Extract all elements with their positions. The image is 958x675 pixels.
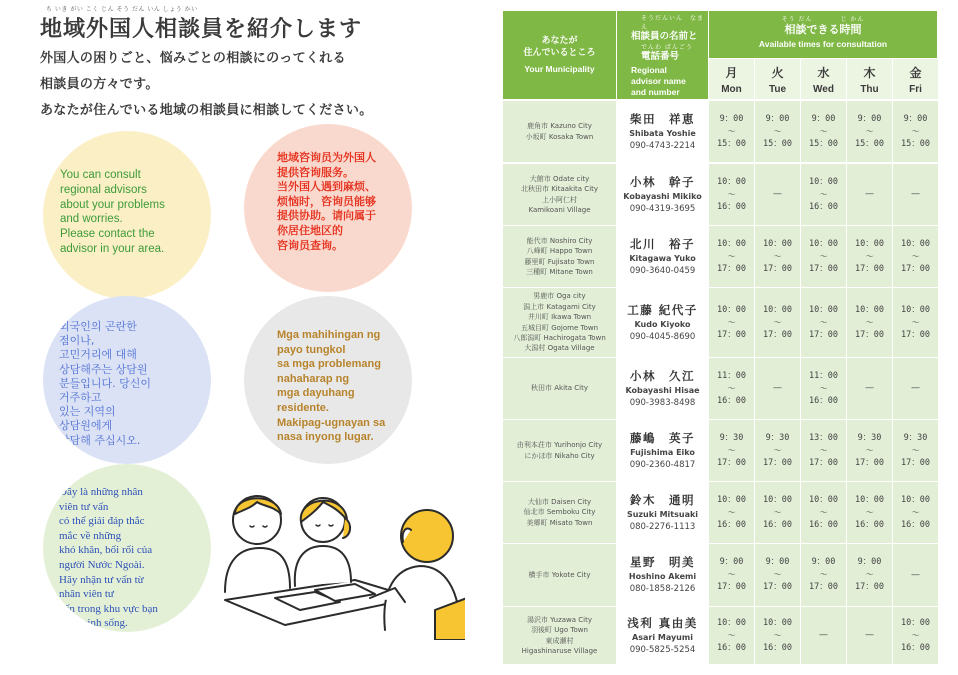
intro-line-1: 外国人の困りごと、悩みごとの相談にのってくれる [40,51,346,66]
municipality-cell: 大仙市 Daisen City 仙北市 Semboku City 美郷町 Misato Town [503,482,616,543]
time-cell-thu [847,544,892,606]
unavailable-dash: — [911,383,920,394]
time-cell-fri [893,288,938,357]
range-tilde: 〜 [911,126,920,136]
message-bubble-vietnamese [43,464,211,632]
header-municipality-en: Your Municipality [524,64,595,74]
advisor-cell [617,420,708,481]
advisor-cell [617,482,708,543]
start-time: 10：00 [855,238,884,249]
end-time: 16：00 [763,519,792,530]
time-cell-fri [893,607,938,664]
range-tilde: 〜 [819,251,828,261]
header-advisor-furigana: そうだんいん なまえ [641,15,705,31]
unavailable-dash: — [773,189,782,200]
start-time: 10：00 [855,304,884,315]
start-time: 10：00 [901,304,930,315]
intro-line-3: あなたが住んでいる地域の相談員に相談してください。 [40,103,373,118]
end-time: 17：00 [763,457,792,468]
time-cell-thu [847,607,892,664]
time-cell-thu [847,226,892,287]
advisor-cell [617,607,708,664]
range-tilde: 〜 [773,126,782,136]
day-jp: 金 [909,66,922,80]
time-cell-fri [893,420,938,481]
start-time: 10：00 [763,238,792,249]
start-time: 10：00 [717,494,746,505]
advisor-name-jp: 小林 幹子 [630,174,695,189]
time-cell-tue [755,358,800,419]
range-tilde: 〜 [727,630,736,640]
range-tilde: 〜 [773,251,782,261]
start-time: 9：30 [765,432,790,443]
end-time: 16：00 [717,642,746,653]
header-available-times [709,11,937,58]
range-tilde: 〜 [865,570,874,579]
end-time: 17：00 [809,263,838,274]
end-time: 17：00 [809,582,838,592]
start-time: 10：00 [809,176,838,187]
time-cell-wed [801,101,846,162]
day-en: Fri [909,84,922,95]
advisor-phone[interactable]: 090-2360-4817 [629,459,696,470]
municipality-cell: 男鹿市 Oga city 潟上市 Katagami City 井川町 Ikawa Town 五城目町 Gojome Town 八郎潟町 Hachirogata Town 大潟村 Ogata Village [503,288,616,357]
day-en: Tue [768,84,787,95]
end-time: 16：00 [717,201,746,212]
end-time: 17：00 [901,329,930,340]
advisor-cell [617,101,708,162]
end-time: 17：00 [717,582,746,592]
time-cell-thu [847,420,892,481]
header-advisor-jp2: 電話番号 [641,51,680,62]
table-row [503,544,937,606]
range-tilde: 〜 [727,570,736,579]
time-cell-tue [755,420,800,481]
range-tilde: 〜 [865,445,874,455]
start-time: 10：00 [809,494,838,505]
end-time: 17：00 [717,263,746,274]
range-tilde: 〜 [727,383,736,393]
time-cell-fri [893,226,938,287]
time-cell-thu [847,101,892,162]
advisor-cell [617,288,708,357]
unavailable-dash: — [911,569,920,580]
unavailable-dash: — [865,189,874,200]
end-time: 17：00 [901,263,930,274]
start-time: 9：00 [765,113,790,124]
end-time: 15：00 [809,138,838,149]
range-tilde: 〜 [865,126,874,136]
end-time: 16：00 [809,201,838,212]
end-time: 17：00 [855,582,884,592]
time-cell-thu [847,482,892,543]
start-time: 13：00 [809,432,838,443]
advisor-name-en: Kobayashi Hisae [625,385,700,395]
time-cell-mon [709,482,754,543]
range-tilde: 〜 [911,317,920,327]
time-cell-wed [801,544,846,606]
end-time: 17：00 [855,457,884,468]
time-cell-mon [709,101,754,162]
message-tagalog: Mga mahihingan ng payo tungkol sa mga problemang nahaharap ng mga dayuhang residente. Makipag-ugnayan sa nasa inyong lugar. [277,329,386,444]
municipality-cell: 鹿角市 Kazuno City 小坂町 Kosaka Town [503,101,616,162]
start-time: 9：00 [719,113,744,124]
range-tilde: 〜 [727,251,736,261]
advisor-name-jp: 小林 久江 [630,368,695,383]
advisor-phone[interactable]: 080-2276-1113 [629,521,696,532]
time-cell-fri [893,164,938,225]
advisor-phone[interactable]: 090-4743-2214 [629,140,696,151]
table-row [503,358,937,419]
advisor-name-en: Kitagawa Yuko [629,253,696,263]
advisor-name-jp: 鈴木 通明 [630,492,695,507]
end-time: 16：00 [855,519,884,530]
day-jp: 月 [725,66,738,80]
unavailable-dash: — [911,189,920,200]
time-cell-wed [801,482,846,543]
range-tilde: 〜 [727,189,736,199]
start-time: 10：00 [809,238,838,249]
start-time: 9：00 [857,557,882,568]
header-day-mon [709,59,754,99]
end-time: 16：00 [717,519,746,530]
end-time: 17：00 [855,329,884,340]
header-day-wed [801,59,846,99]
start-time: 9：00 [811,557,836,568]
header-day-fri [893,59,938,99]
intro-text [40,46,440,117]
day-en: Wed [813,84,834,95]
range-tilde: 〜 [727,445,736,455]
time-cell-tue [755,544,800,606]
time-cell-tue [755,226,800,287]
range-tilde: 〜 [911,507,920,517]
start-time: 9：00 [811,113,836,124]
time-cell-mon [709,607,754,664]
advisor-name-en: Asari Mayumi [632,632,693,642]
header-advisor-jp: 相談員の名前と [631,31,698,42]
start-time: 10：00 [855,494,884,505]
range-tilde: 〜 [727,317,736,327]
time-cell-mon [709,288,754,357]
range-tilde: 〜 [773,570,782,579]
time-cell-thu [847,358,892,419]
advisor-name-en: Kobayashi Mikiko [623,191,702,201]
range-tilde: 〜 [819,126,828,136]
municipality-cell: 由利本荘市 Yurihonjo City にかほ市 Nikaho City [503,420,616,481]
header-municipality [503,11,616,99]
time-cell-thu [847,288,892,357]
advisor-name-en: Suzuki Mitsuaki [626,509,699,519]
table-row [503,101,937,162]
end-time: 16：00 [809,395,838,406]
range-tilde: 〜 [727,126,736,136]
range-tilde: 〜 [819,507,828,517]
end-time: 16：00 [763,642,792,653]
end-time: 17：00 [763,582,792,592]
end-time: 15：00 [717,138,746,149]
municipality-cell: 横手市 Yokote City [503,544,616,606]
start-time: 9：00 [719,557,744,568]
start-time: 10：00 [717,304,746,315]
end-time: 17：00 [717,457,746,468]
table-row [503,226,937,287]
advisor-name-jp: 柴田 祥恵 [630,111,695,126]
range-tilde: 〜 [773,507,782,517]
table-row [503,482,937,543]
advisor-phone[interactable]: 080-1858-2126 [629,584,696,594]
time-cell-wed [801,164,846,225]
start-time: 10：00 [717,617,746,628]
time-cell-wed [801,607,846,664]
message-bubble-korean [43,296,211,464]
start-time: 9：30 [719,432,744,443]
day-en: Mon [721,84,742,95]
advisor-name-jp: 星野 明美 [630,555,695,569]
message-english: You can consult regional advisors about your problems and worries. Please contact the advisor in your area. [60,169,165,255]
end-time: 17：00 [809,329,838,340]
advisor-cell [617,358,708,419]
message-bubble-tagalog [244,296,412,464]
start-time: 9：00 [857,113,882,124]
title-furigana: ち いき がい こく じん そう だん いん しょう かい [46,6,198,13]
advisor-name-jp: 藤嶋 英子 [630,430,695,445]
start-time: 9：00 [903,113,928,124]
day-jp: 木 [863,66,876,80]
start-time: 10：00 [901,617,930,628]
start-time: 11：00 [717,370,746,381]
range-tilde: 〜 [865,251,874,261]
day-en: Thu [860,84,879,95]
time-cell-mon [709,544,754,606]
start-time: 10：00 [717,238,746,249]
advisor-phone[interactable]: 090-3640-0459 [629,265,696,276]
range-tilde: 〜 [911,251,920,261]
advisor-cell [617,544,708,606]
time-cell-fri [893,101,938,162]
end-time: 15：00 [901,138,930,149]
end-time: 15：00 [855,138,884,149]
start-time: 10：00 [763,304,792,315]
range-tilde: 〜 [819,570,828,579]
time-cell-mon [709,420,754,481]
unavailable-dash: — [819,630,828,641]
advisor-name-jp: 浅利 真由美 [627,615,698,630]
table-row [503,420,937,481]
time-cell-tue [755,482,800,543]
end-time: 17：00 [717,329,746,340]
advisor-phone[interactable]: 090-4319-3695 [629,203,696,214]
end-time: 15：00 [763,138,792,149]
range-tilde: 〜 [865,507,874,517]
range-tilde: 〜 [727,507,736,517]
day-jp: 水 [817,66,830,80]
time-cell-fri [893,482,938,543]
table-row [503,607,937,664]
consultation-illustration [205,480,465,640]
start-time: 10：00 [717,176,746,187]
page-title: 地域外国人相談員を紹介します [40,17,363,42]
time-cell-tue [755,607,800,664]
range-tilde: 〜 [819,317,828,327]
time-cell-tue [755,164,800,225]
start-time: 9：00 [765,557,790,568]
table-row [503,288,937,357]
start-time: 10：00 [763,494,792,505]
advisor-phone[interactable]: 090-4045-8690 [629,331,696,342]
municipality-cell: 能代市 Noshiro City 八峰町 Happo Town 藤里町 Fujisato Town 三種町 Mitane Town [503,226,616,287]
time-cell-wed [801,226,846,287]
time-cell-thu [847,164,892,225]
message-vietnamese: Đây là những nhân viên tư vấn có thể giải đáp thắc mắc về những khó khăn, bối rối của người Nước Ngoài. Hãy nhận tư vấn từ nhân viên tư vấn trong khu vực bạn đang sinh sống. [59,486,158,630]
header-day-tue [755,59,800,99]
time-cell-fri [893,544,938,606]
range-tilde: 〜 [819,445,828,455]
time-cell-mon [709,358,754,419]
advisor-phone[interactable]: 090-3983-8498 [629,397,696,408]
start-time: 9：30 [903,432,928,443]
day-jp: 火 [771,66,784,80]
time-cell-tue [755,288,800,357]
end-time: 17：00 [809,457,838,468]
advisor-name-en: Kudo Kiyoko [634,319,691,329]
end-time: 17：00 [901,457,930,468]
start-time: 10：00 [901,238,930,249]
municipality-cell: 秋田市 Akita City [503,358,616,419]
start-time: 9：30 [857,432,882,443]
end-time: 16：00 [809,519,838,530]
end-time: 17：00 [855,263,884,274]
end-time: 17：00 [763,329,792,340]
start-time: 11：00 [809,370,838,381]
time-cell-mon [709,226,754,287]
advisor-cell [617,164,708,225]
message-chinese: 地域咨询员为外国人 提供咨询服务。 当外国人遇到麻烦、 烦恼时，咨询员能够 提供协助。请向属于 你居住地区的 咨询员查询。 [277,151,376,252]
start-time: 10：00 [763,617,792,628]
header-day-thu [847,59,892,99]
header-advisor-tel-furigana: でんわ ばんごう [641,44,693,51]
end-time: 17：00 [763,263,792,274]
message-bubble-chinese [244,124,412,292]
time-cell-fri [893,358,938,419]
advisor-name-en: Hoshino Akemi [628,572,697,581]
time-cell-tue [755,101,800,162]
unavailable-dash: — [865,383,874,394]
header-advisor-en: Regional advisor name and number [631,65,686,97]
header-municipality-jp: あなたが 住んでいるところ [523,36,596,58]
advisor-name-jp: 北川 裕子 [630,236,695,251]
advisor-name-en: Fujishima Eiko [630,447,695,457]
range-tilde: 〜 [773,317,782,327]
advisor-name-en: Shibata Yoshie [629,128,696,138]
header-advisor [617,11,708,99]
end-time: 16：00 [901,519,930,530]
range-tilde: 〜 [773,630,782,640]
message-bubble-english [43,131,211,299]
intro-line-2: 相談員の方々です。 [40,77,159,92]
header-avail-en: Available times for consultation [758,39,888,49]
unavailable-dash: — [773,383,782,394]
range-tilde: 〜 [819,383,828,393]
table-row [503,164,937,225]
municipality-cell: 大館市 Odate city 北秋田市 Kitaakita City 上小阿仁村 Kamikoani Village [503,164,616,225]
municipality-cell: 湯沢市 Yuzawa City 羽後町 Ugo Town 東成瀬村 Higashinaruse Village [503,607,616,664]
time-cell-mon [709,164,754,225]
time-cell-wed [801,420,846,481]
time-cell-wed [801,358,846,419]
start-time: 10：00 [809,304,838,315]
time-cell-wed [801,288,846,357]
range-tilde: 〜 [819,189,828,199]
header-avail-furigana: そう だん じ かん [781,16,865,23]
unavailable-dash: — [865,630,874,641]
header-avail-jp: 相談できる時間 [784,23,862,36]
end-time: 16：00 [901,642,930,653]
advisor-phone[interactable]: 090-5825-5254 [629,644,696,655]
range-tilde: 〜 [911,630,920,640]
range-tilde: 〜 [911,445,920,455]
advisor-name-jp: 工藤 紀代子 [627,302,698,317]
range-tilde: 〜 [773,445,782,455]
start-time: 10：00 [901,494,930,505]
message-korean: 외국인의 곤란한 점이나, 고민거리에 대해 상담해주는 상담원 분들입니다. 당신이 거주하고 있는 지역의 상담원에게 상담해 주십시오. [59,320,152,447]
end-time: 16：00 [717,395,746,406]
advisor-cell [617,226,708,287]
range-tilde: 〜 [865,317,874,327]
